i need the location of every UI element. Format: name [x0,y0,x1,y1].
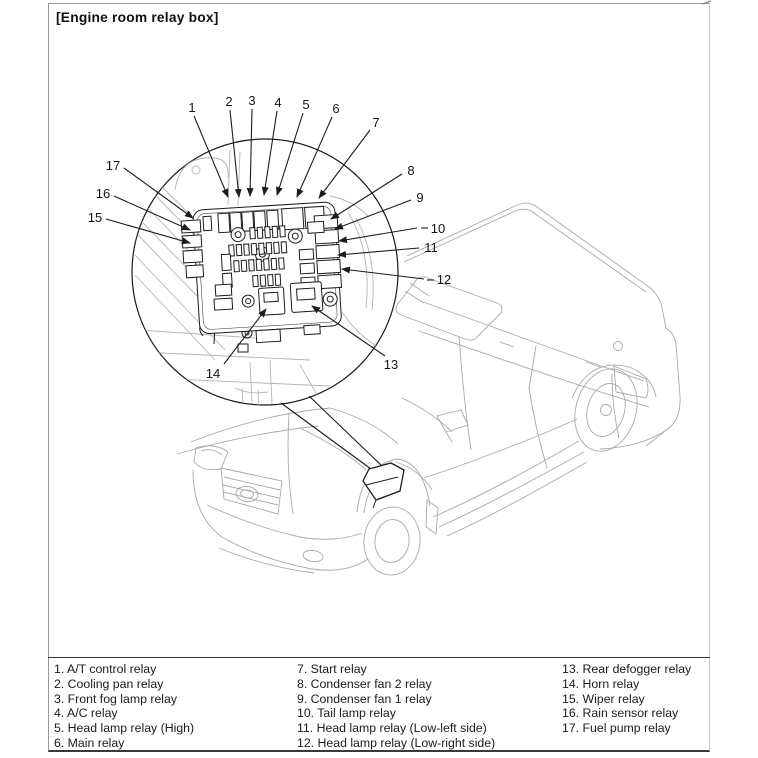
callout-4: 4 [274,95,282,110]
legend-item: 3. Front fog lamp relay [54,691,178,706]
relay-box [181,202,345,347]
callout-9: 9 [416,190,424,205]
callout-12: 12 [436,272,452,287]
legend-column-2 [297,662,495,751]
legend-item: 8. Condenser fan 2 relay [297,676,432,691]
legend-item: 16. Rain sensor relay [562,706,679,721]
legend-item: 6. Main relay [54,735,125,750]
callout-16: 16 [95,186,111,201]
legend-item: 14. Horn relay [562,676,640,691]
legend-item: 7. Start relay [297,662,367,676]
callout-1: 1 [188,100,196,115]
legend-item: 1. A/T control relay [54,662,157,676]
callout-13: 13 [383,357,399,372]
relay-box-location-marker [363,463,404,508]
callout-17: 17 [105,158,121,173]
legend-item: 12. Head lamp relay (Low-right side) [297,735,496,750]
page-title: [Engine room relay box] [56,10,219,25]
callout-10: 10 [430,221,446,236]
callout-15: 15 [87,210,103,225]
callout-6: 6 [332,101,340,116]
legend-item: 10. Tail lamp relay [297,706,396,721]
legend-item: 4. A/C relay [54,706,118,721]
legend-column-3 [562,662,691,736]
pointer-wedge [281,396,381,469]
callout-14: 14 [205,366,221,381]
legend-item: 9. Condenser fan 1 relay [297,691,432,706]
legend-divider [48,657,710,658]
legend-item: 15. Wiper relay [562,691,645,706]
callout-8: 8 [407,163,415,178]
legend-item: 2. Cooling pan relay [54,676,164,691]
callout-3: 3 [248,93,256,108]
callout-7: 7 [372,115,380,130]
corner-artifact [702,1,711,4]
legend-item: 5. Head lamp relay (High) [54,721,195,735]
legend-item: 13. Rear defogger relay [562,662,692,676]
callout-11: 11 [424,240,438,255]
legend-item: 17. Fuel pump relay [562,721,671,735]
callout-2: 2 [225,94,233,109]
callout-5: 5 [302,97,310,112]
legend-item: 11. Head lamp relay (Low-left side) [297,721,487,735]
legend-column-1 [54,662,194,751]
